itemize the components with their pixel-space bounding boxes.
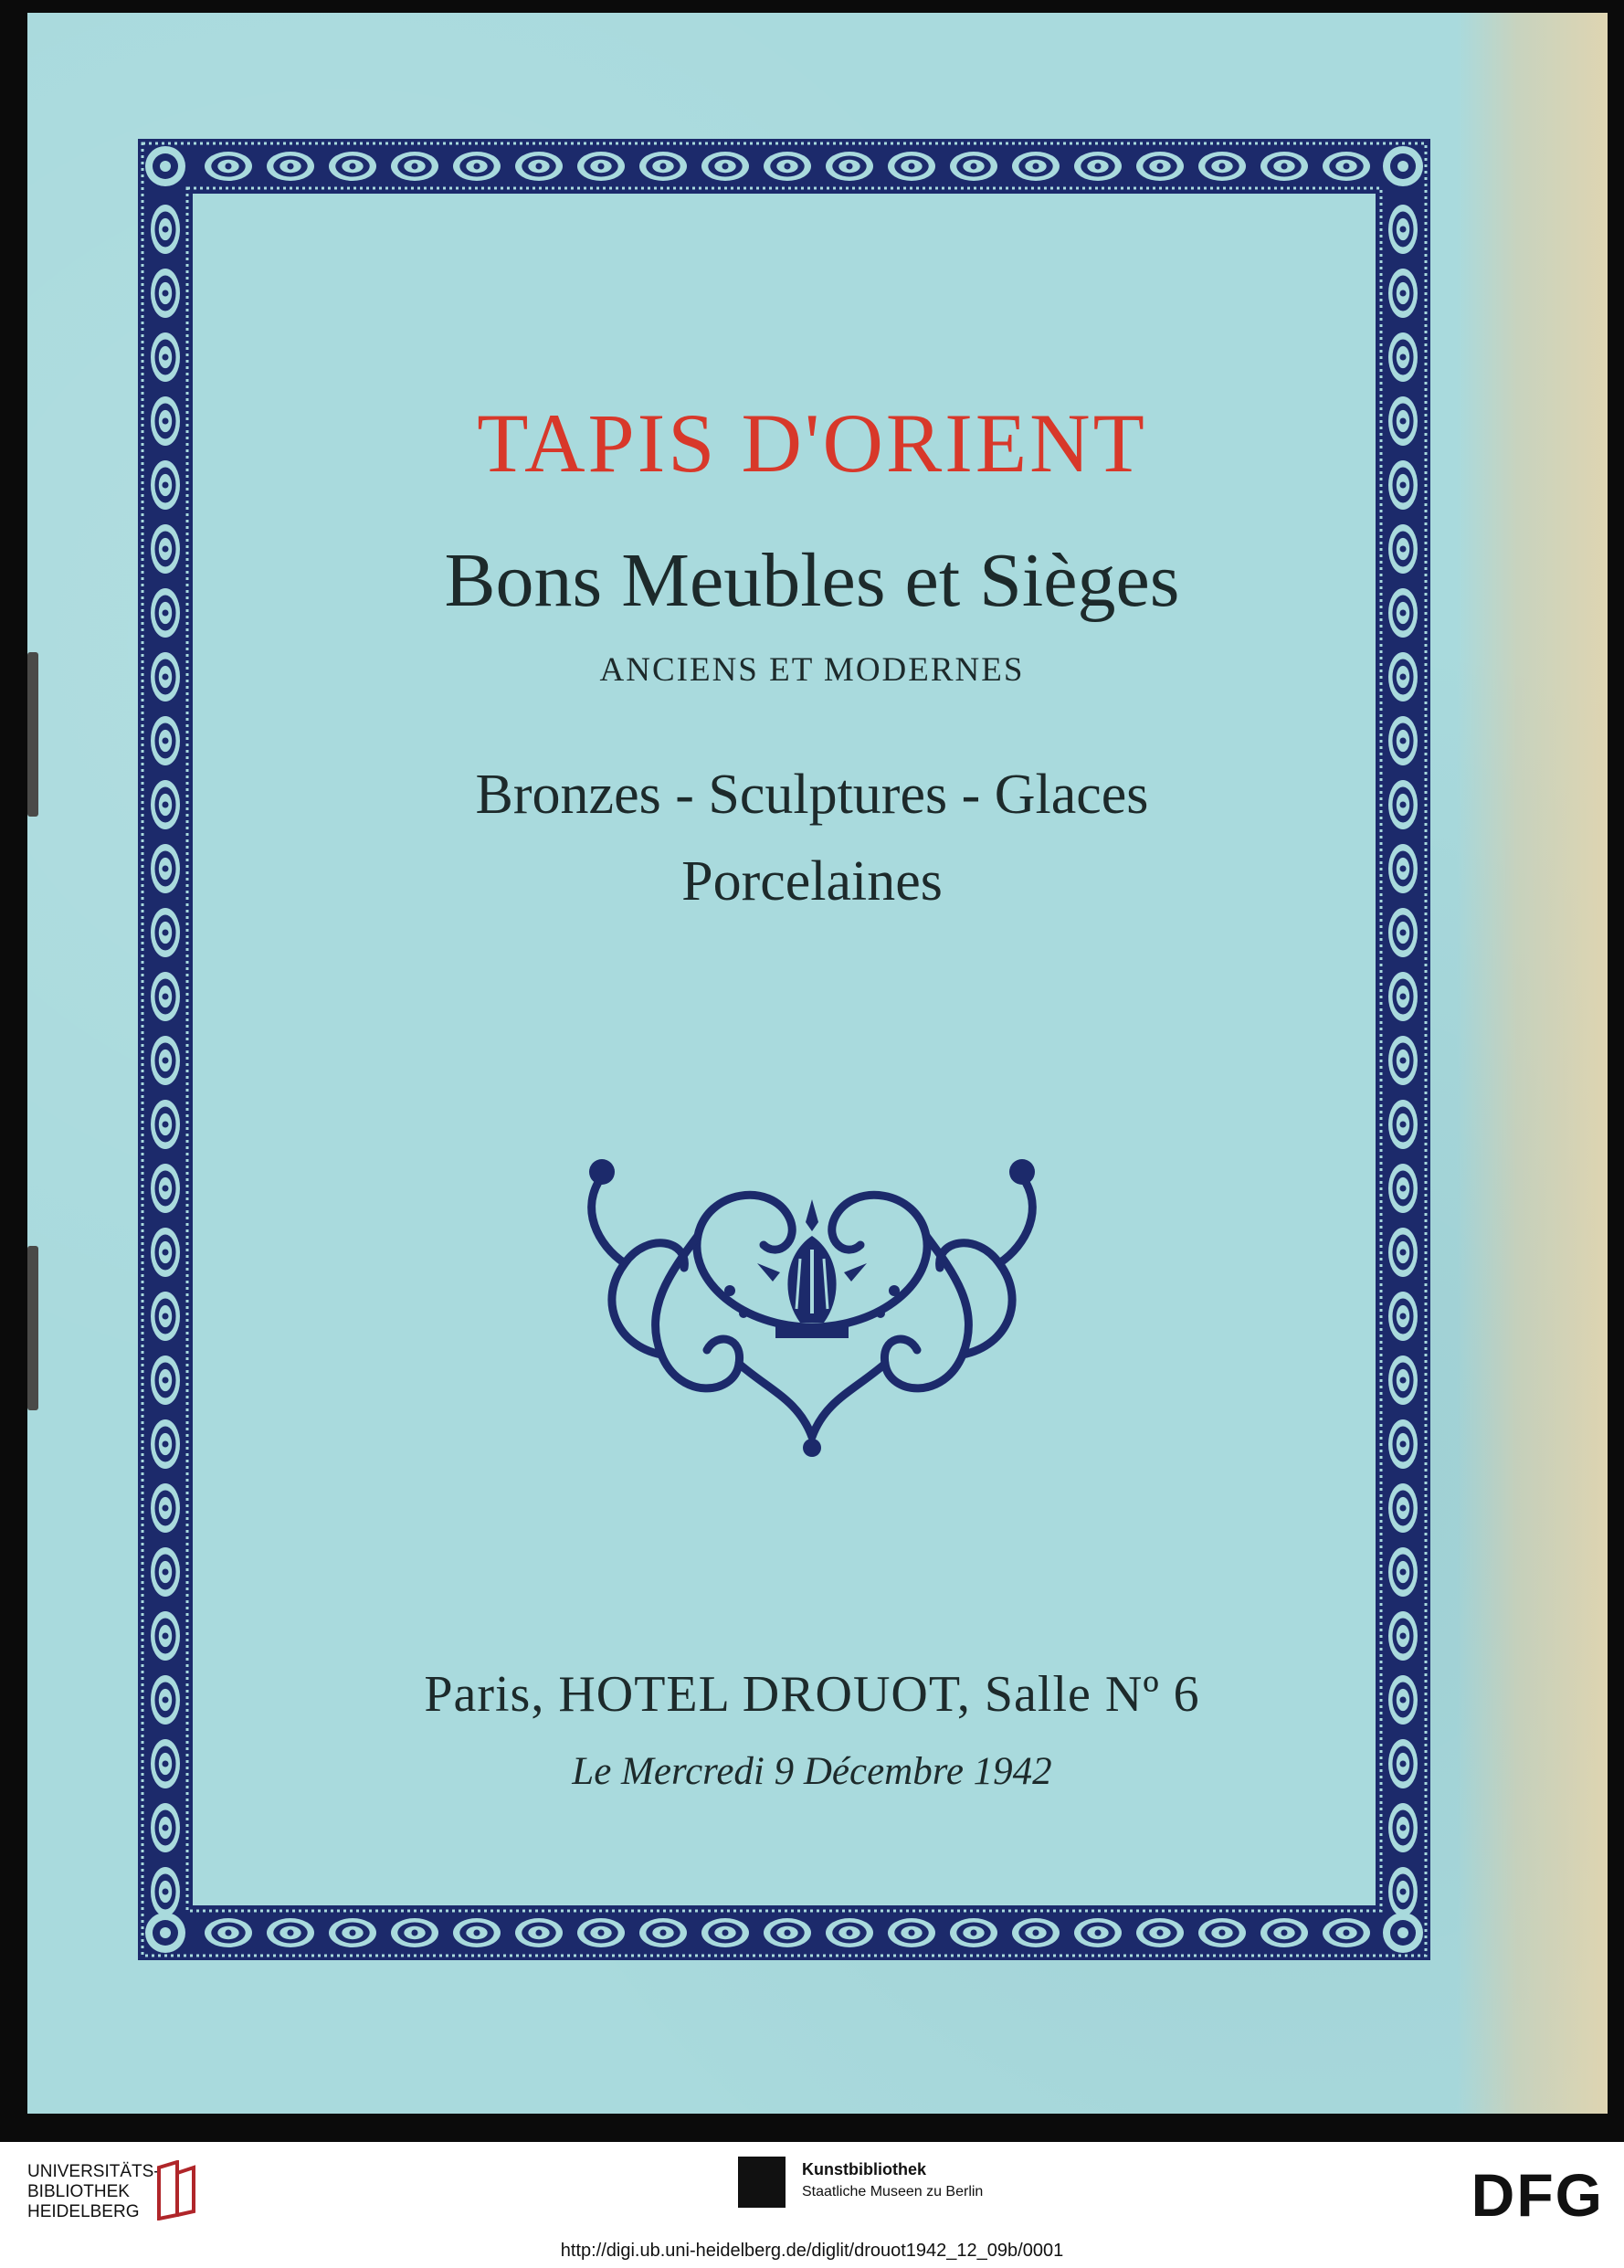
scan-footer — [0, 2142, 1624, 2268]
auction-venue: Paris, HOTEL DROUOT, Salle Nº 6 — [424, 1666, 1200, 1723]
left-logo-line-2: BIBLIOTHEK — [27, 2182, 130, 2201]
kunstbibliothek-subtitle: Staatliche Museen zu Berlin — [802, 2184, 984, 2199]
items-line-1: Bronzes - Sculptures - Glaces — [475, 764, 1149, 826]
cover-subtitle-small: ANCIENS ET MODERNES — [599, 651, 1025, 689]
kunstbibliothek-emblem-icon — [738, 2157, 786, 2208]
cover-title: TAPIS D'ORIENT — [477, 396, 1147, 490]
heidelberg-library-logo[interactable] — [27, 2162, 160, 2222]
kunstbibliothek-title: Kunstbibliothek — [802, 2160, 926, 2178]
central-ornament — [561, 1135, 1063, 1464]
heidelberg-emblem-icon — [155, 2160, 197, 2221]
auction-date: Le Mercredi 9 Décembre 1942 — [572, 1750, 1052, 1793]
cover-fold-shading — [1457, 13, 1608, 2114]
permalink-url[interactable]: http://digi.ub.uni-heidelberg.de/diglit/drouot1942_12_09b/0001 — [560, 2241, 1064, 2261]
staple-bottom — [27, 1246, 38, 1410]
items-line-2: Porcelaines — [681, 850, 943, 912]
left-logo-line-3: HEIDELBERG — [27, 2202, 140, 2221]
cover-subtitle: Bons Meubles et Sièges — [444, 538, 1180, 623]
left-logo-line-1: UNIVERSITÄTS- — [27, 2162, 160, 2181]
dfg-logo[interactable]: DFG — [1471, 2161, 1604, 2229]
